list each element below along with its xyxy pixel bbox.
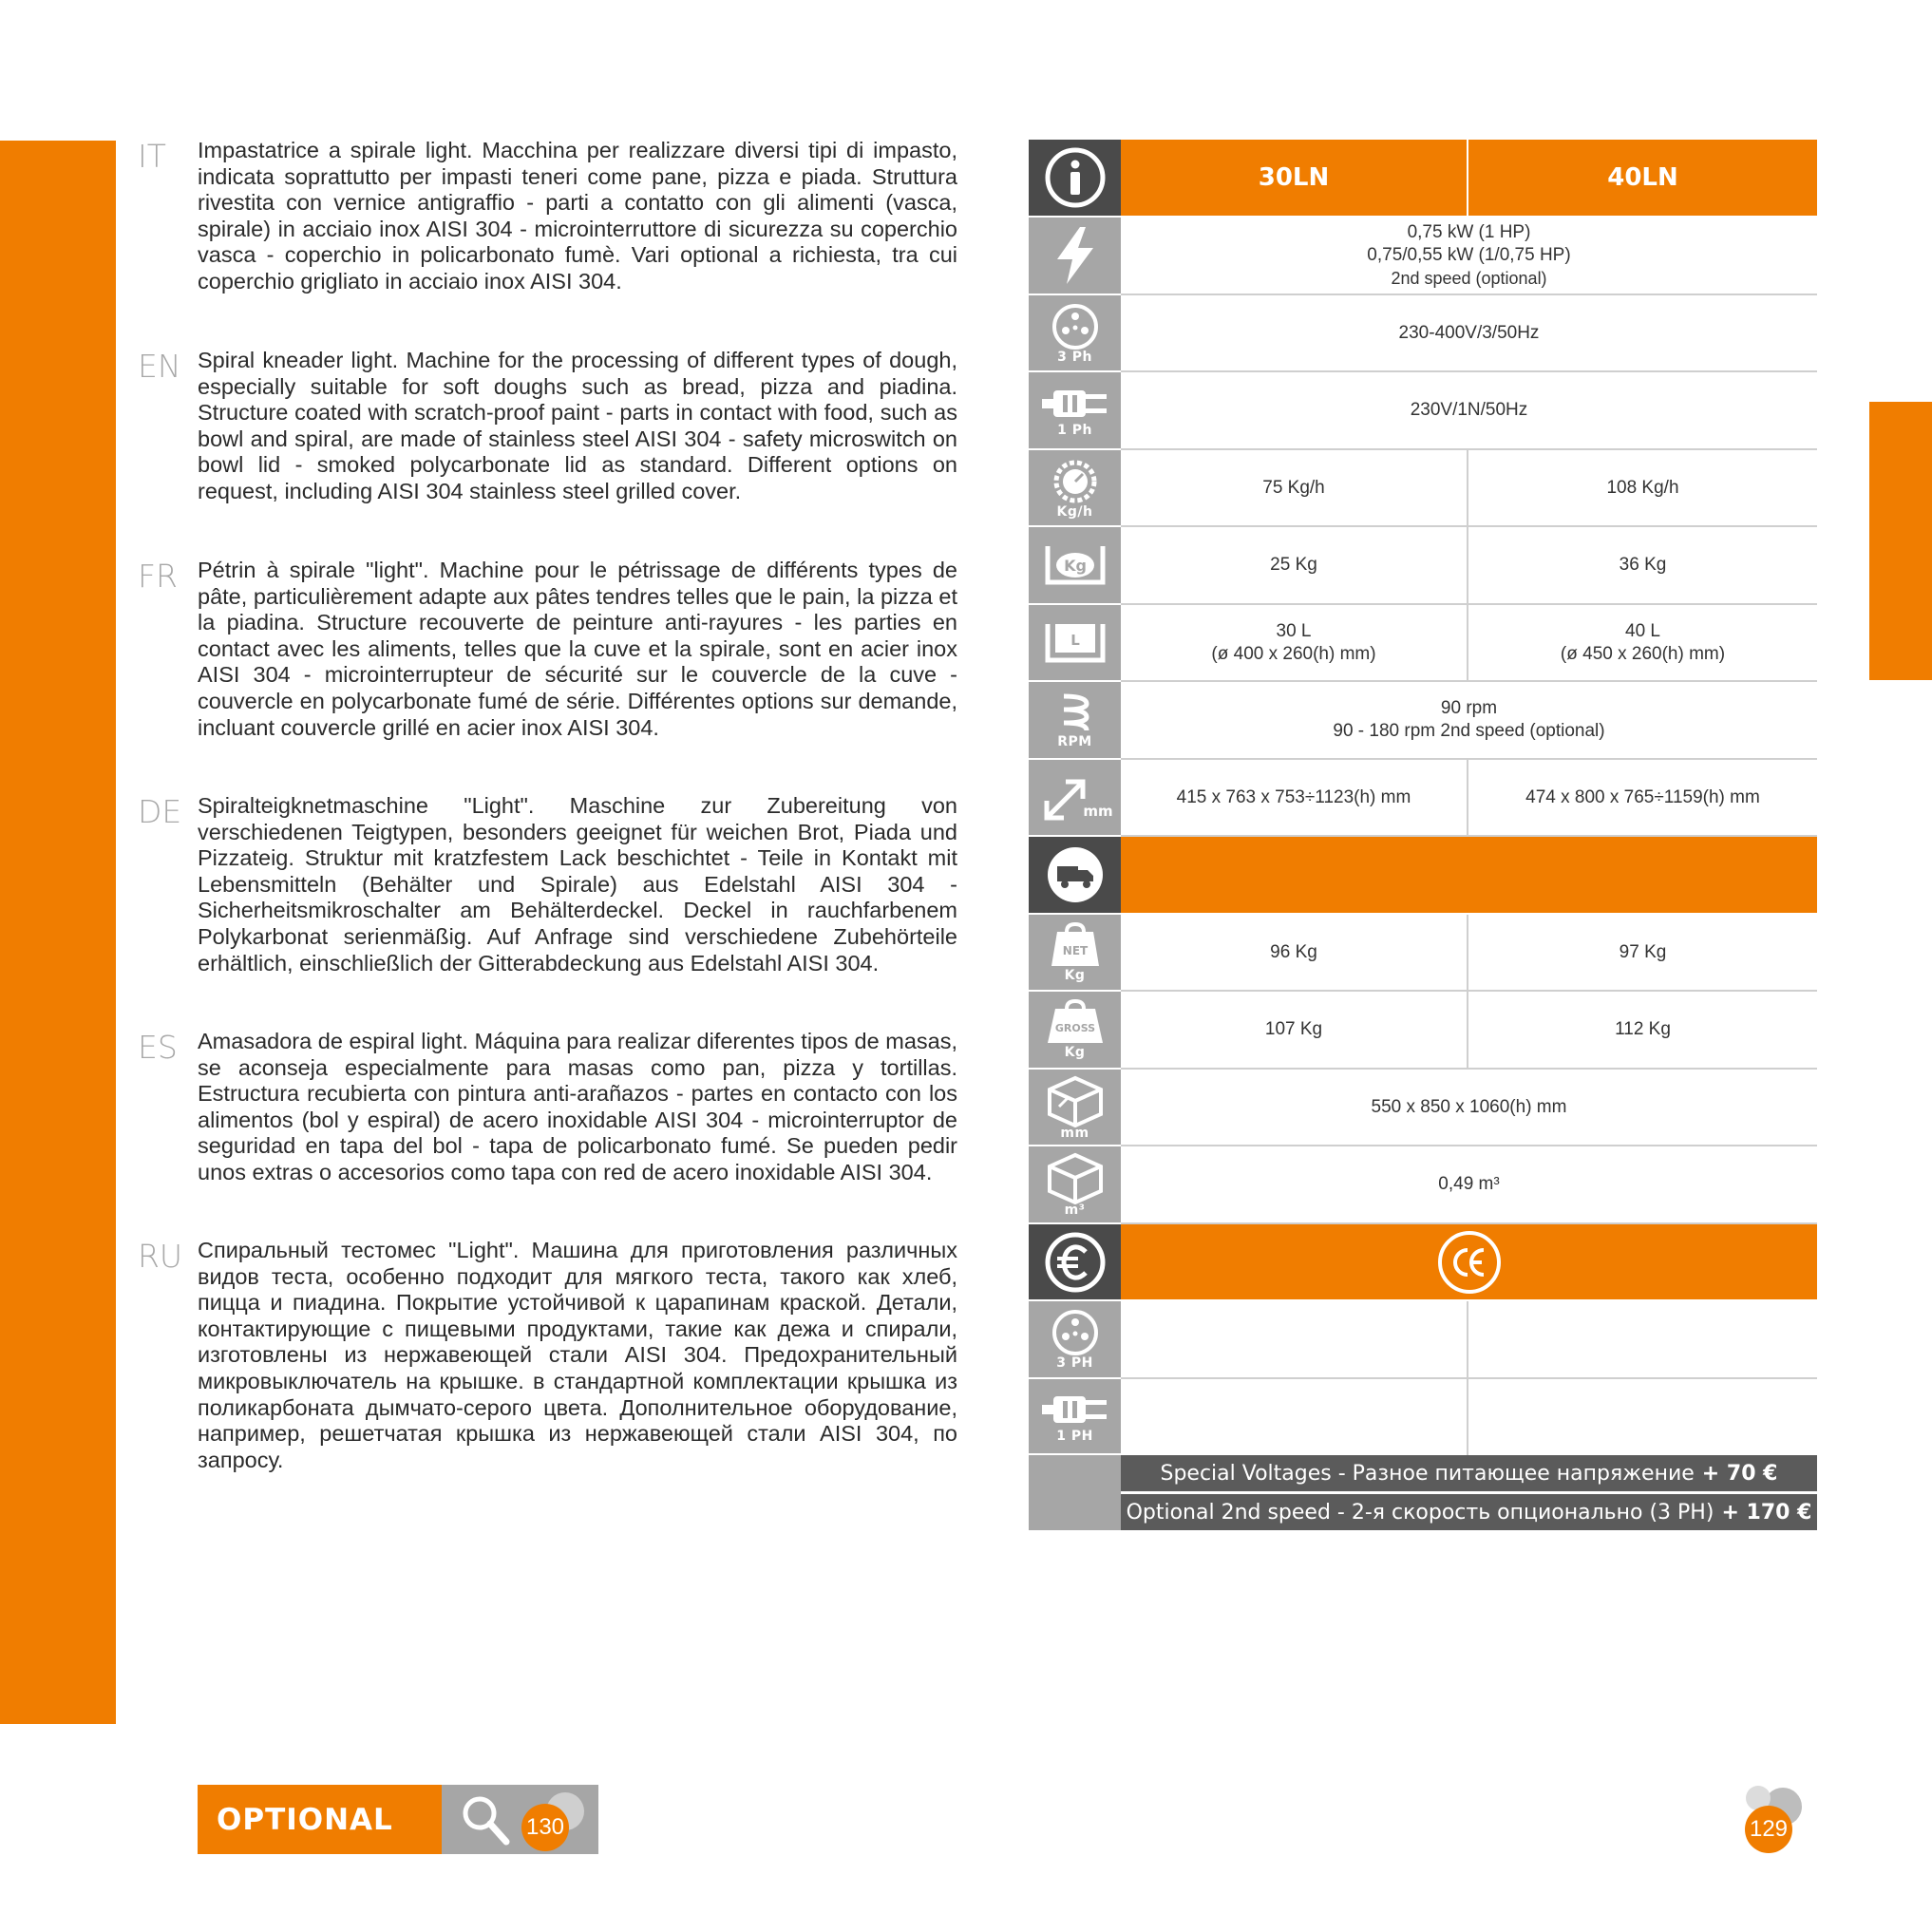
dimensions-row [1029,760,1817,837]
gross-weight-icon [1029,992,1121,1070]
price-3ph-40ln [1468,1301,1817,1377]
rpm-optional: 90 - 180 rpm 2nd speed (optional) [1333,721,1605,741]
magnifier-icon [442,1785,518,1854]
net-weight-icon [1029,915,1121,992]
description-text: Spiral kneader light. Machine for the processing of different types of dough, especially suitable for soft doughs such as bread, pizza and piadina. Structure coated with scratch-proof paint - parts in contact with food, such as bowl and spiral, are made of stainless steel AISI 304 - safety microswitch on bowl lid - smoked polycarbonate lid as standard. Different options on request, including AISI 304 stainless steel grilled cover. [198,348,957,503]
description-text: Spiralteigknetmaschine "Light". Maschine zur Zubereitung von verschiedenen Teigtypen, besonders geeignet für weichen Brot, Piada und Pizzateig. Struktur mit kratzfestem Lack beschichtet - Teile in Kontakt mit Lebensmitteln (Behälter und Spirale) aus Edelstahl AISI 304 - Sicherheitsmikroschalter am Behälterdeckel. Deckel in rauchfarbenem Polykarbonat serienmäßig. Auf Anfrage sind verschiedene Zubehörteile erhältlich, einschließlich der Gitterabdeckung aus Edelstahl AISI 304. [198,793,957,975]
special-voltages-text: Special Voltages - Разное питающее напряжение [1160,1461,1695,1486]
icon-label: Kg/h [1056,503,1093,520]
output-40ln: 108 Kg/h [1606,477,1679,498]
bowl-size-30ln: (ø 400 x 260(h) mm) [1211,643,1376,664]
description-text: Pétrin à spirale "light". Machine pour le pétrissage de différents types de pâte, particulièrement adapte aux pâtes tendres telles que le pain, la pizza et la piadina. Structure recouverte de peinture anti-rayures - les parties en contact avec les aliments, telles que la cuve et la spirale, sont en acier inox AISI 304 - microinterrupteur de sécurité sur le couvercle de la cuve - couvercle en polycarbonate fumé de série. Différentes options sur demande, incluant couvercle grillé en acier inox AISI 304. [198,558,957,740]
icon-label: GROSS [1054,1022,1095,1034]
bowl-volume-30ln: 30 L [1276,620,1312,641]
rpm-value: 90 rpm [1440,698,1498,718]
icon-label: mm [1082,802,1113,820]
price-1ph-40ln [1468,1379,1817,1455]
voltage-3ph-value: 230-400V/3/50Hz [1398,322,1540,343]
box-dimensions-icon [1029,1070,1121,1146]
bowl-size-40ln: (ø 450 x 260(h) mm) [1560,643,1726,664]
net-weight-30ln: 96 Kg [1121,915,1468,990]
description-text: Impastatrice a spirale light. Macchina per realizzare diversi tipi di impasto, indicata soprattutto per impasti teneri come pane, pizza e piada. Struttura rivestita con vernice antigraffio - parti a contatto con gli alimenti (vasca, spirale) in acciaio inox AISI 304 - microinterruttore di sicurezza su coperchio vasca - coperchio in policarbonato fumè. Vari optional a richiesta, tra cui coperchio grigliato in acciaio inox AISI 304. [198,138,957,294]
icon-label: 3 PH [1056,1355,1093,1371]
packing-volume-row [1029,1146,1817,1224]
model-30ln: 30LN [1121,140,1468,216]
surcharge-side [1029,1455,1121,1530]
icon-label: 3 Ph [1057,349,1092,365]
icon-label: 1 Ph [1057,423,1092,438]
dimensions-arrow-icon [1029,760,1121,837]
capacity-row [1029,527,1817,605]
right-orange-tab [1869,402,1932,680]
page-number: 129 [1745,1806,1792,1853]
rpm-row [1029,682,1817,760]
voltage-3ph-row [1029,295,1817,372]
dough-bowl-icon [1029,527,1121,605]
single-phase-plug-icon [1029,372,1121,450]
description-text: Спиральный тестомес "Light". Машина для приготовления различных видов теста, особенно подходит для мягкого теста, такого как хлеб, пицца и пиадина. Покрытие устойчивой к царапинам краской. Детали, контактирующие с пищевыми продуктами, такие как дежа и спирали, изготовлены из нержавеющей стали AISI 304. Предохранительный микровыключатель на крышке. в стандартной комплектации крышка из поликарбоната дымчато-серого цвета. Дополнительное оборудование, например, решетчатая крышка из нержавеющей стали AISI 304, по запросу. [198,1238,957,1472]
packing-volume-value: 0,49 m³ [1438,1174,1500,1194]
icon-label: L [1070,631,1080,649]
icon-label: 1 PH [1056,1429,1093,1444]
voltage-1ph-value: 230V/1N/50Hz [1410,400,1528,420]
price-1ph-30ln [1121,1379,1468,1455]
dimensions-30ln: 415 x 763 x 753÷1123(h) mm [1121,760,1468,835]
model-40ln: 40LN [1607,163,1678,192]
packing-dimensions-value: 550 x 850 x 1060(h) mm [1371,1096,1567,1117]
capacity-30ln: 25 Kg [1121,527,1468,603]
output-30ln: 75 Kg/h [1121,450,1468,525]
lang-code: RU [138,1238,183,1275]
bowl-volume-icon [1029,605,1121,682]
icon-label: RPM [1057,734,1092,749]
spec-header-row [1029,140,1817,218]
lang-code: DE [138,793,182,830]
bowl-row [1029,605,1817,682]
three-phase-plug-icon [1029,295,1121,372]
price-header-row [1029,1224,1817,1301]
optional-speed-bar [1121,1494,1817,1530]
voltage-1ph-row [1029,372,1817,450]
icon-label: Kg [1064,967,1086,983]
net-weight-row [1029,915,1817,992]
lang-code: EN [138,348,181,385]
special-voltages-price: + 70 € [1701,1461,1778,1486]
icon-label: mm [1060,1125,1089,1141]
delivery-truck-icon [1029,837,1121,915]
lang-code: FR [138,558,178,595]
lang-code: ES [138,1029,178,1066]
power-value: 0,75 kW (1 HP) [1407,222,1531,242]
gross-weight-40ln: 112 Kg [1615,1019,1671,1039]
lang-code: IT [138,138,166,175]
price-1ph-row [1029,1379,1817,1455]
capacity-40ln: 36 Kg [1619,555,1667,575]
lightning-icon [1029,218,1121,295]
spiral-rpm-icon [1029,682,1121,760]
ce-mark-icon [1121,1224,1817,1299]
optional-speed-text: Optional 2nd speed - 2-я скорость опционально (3 PH) [1126,1500,1714,1525]
icon-label: Kg [1064,1045,1086,1060]
bowl-volume-40ln: 40 L [1625,620,1660,641]
left-orange-band [0,141,116,1724]
single-phase-plug-icon [1029,1379,1121,1455]
dimensions-40ln: 474 x 800 x 765÷1159(h) mm [1525,786,1760,807]
three-phase-plug-icon [1029,1301,1121,1379]
price-3ph-30ln [1121,1301,1468,1377]
special-voltages-bar [1121,1455,1817,1491]
optional-speed-price: + 170 € [1721,1500,1812,1525]
icon-label: Kg [1063,557,1087,575]
optional-link[interactable]: OPTIONAL [198,1785,442,1854]
euro-icon [1029,1224,1121,1301]
optional-page-number: 130 [521,1804,569,1851]
shipping-header-row [1029,837,1817,915]
packing-dimensions-row [1029,1070,1817,1146]
power-value: 0,75/0,55 kW (1/0,75 HP) [1367,245,1571,265]
power-note: 2nd speed (optional) [1391,269,1547,288]
optional-link-icon[interactable] [442,1785,598,1854]
info-icon [1029,140,1121,218]
icon-label: m³ [1064,1203,1086,1218]
output-row [1029,450,1817,527]
net-weight-40ln: 97 Kg [1619,941,1667,962]
price-3ph-row [1029,1301,1817,1379]
gross-weight-row [1029,992,1817,1070]
description-text: Amasadora de espiral light. Máquina para realizar diferentes tipos de masas, se aconseja especialmente para masas como pan, pizza y tortillas. Estructura recubierta con pintura anti-arañazos - partes en contacto con los alimentos (bol y espiral) de acero inoxidable AISI 304 - microinterruptor de seguridad en tapa del bol - tapa de policarbonato fumé. Se pueden pedir unos extras o accesorios como tapa con red de acero inoxidable AISI 304. [198,1029,957,1184]
icon-label: NET [1062,943,1088,957]
gross-weight-30ln: 107 Kg [1121,992,1468,1068]
power-row [1029,218,1817,295]
box-volume-icon [1029,1146,1121,1224]
output-gauge-icon [1029,450,1121,527]
